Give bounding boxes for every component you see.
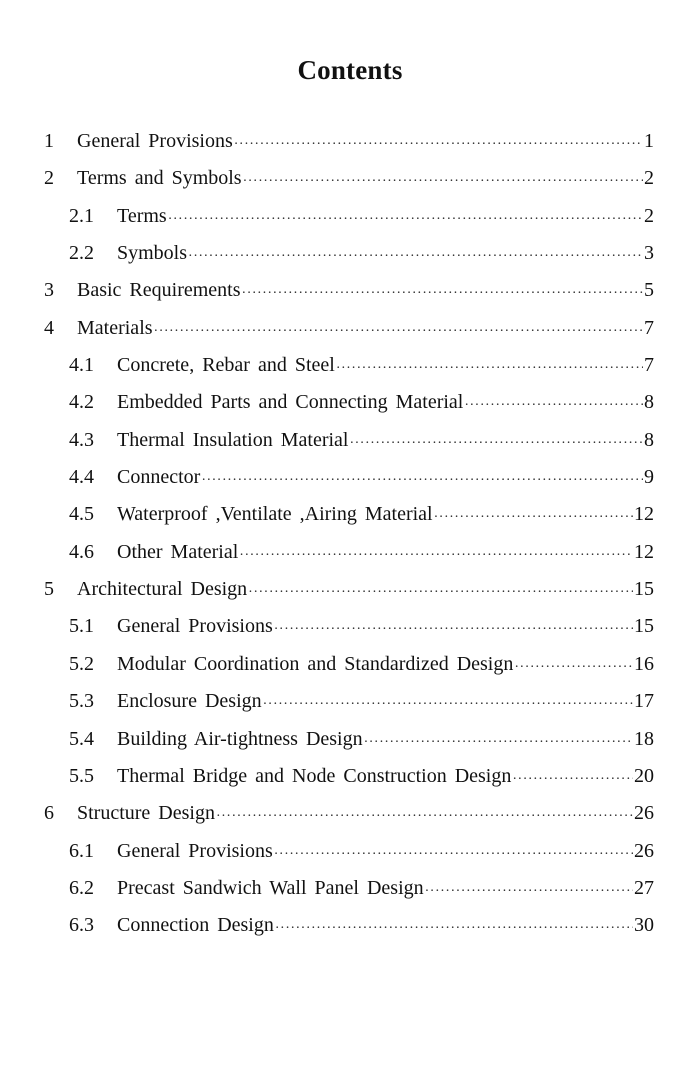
toc-entry[interactable] — [0, 869, 700, 906]
dot-leader — [434, 501, 633, 527]
dot-leader — [243, 165, 643, 191]
toc-entry-page-number: 3 — [644, 242, 654, 265]
toc-entry[interactable] — [0, 383, 700, 420]
dot-leader — [216, 800, 633, 826]
dot-leader — [234, 128, 643, 154]
toc-entry-line — [117, 240, 654, 266]
toc-entry-label: Architectural Design — [77, 578, 248, 601]
toc-entry-line — [77, 277, 654, 303]
dot-leader — [425, 875, 633, 901]
toc-entry-label: Enclosure Design — [117, 690, 262, 713]
toc-entry-page-number: 8 — [644, 391, 654, 414]
toc-entry-page-number: 9 — [644, 466, 654, 489]
toc-entry-label: Modular Coordination and Standardized Design — [117, 652, 514, 675]
toc-entry-number: 4.3 — [69, 428, 94, 451]
toc-entry-label: Terms — [117, 204, 167, 227]
toc-entry-line — [77, 165, 654, 191]
toc-entry-number: 6.3 — [69, 914, 94, 937]
toc-entry-page-number: 15 — [634, 615, 654, 638]
toc-entry-number: 5.3 — [69, 690, 94, 713]
toc-entry-line — [77, 128, 654, 154]
toc-entry[interactable] — [0, 234, 700, 271]
toc-entry-line — [77, 800, 654, 826]
toc-entry[interactable] — [0, 495, 700, 532]
toc-entry-page-number: 20 — [634, 764, 654, 787]
toc-entry-label: Connector — [117, 466, 201, 489]
toc-entry[interactable] — [0, 197, 700, 234]
toc-entry-page-number: 26 — [634, 839, 654, 862]
dot-leader — [464, 389, 643, 415]
toc-entry-label: Symbols — [117, 242, 188, 265]
toc-entry-line — [117, 352, 654, 378]
toc-entry[interactable] — [0, 682, 700, 719]
toc-entry-page-number: 17 — [634, 690, 654, 713]
dot-leader — [263, 688, 633, 714]
toc-entry-page-number: 16 — [634, 652, 654, 675]
dot-leader — [188, 240, 643, 266]
toc-entry-line — [117, 838, 654, 864]
toc-entry-number: 4.5 — [69, 503, 94, 526]
toc-entry-number: 2.1 — [69, 204, 94, 227]
dot-leader — [275, 912, 633, 938]
toc-entry-page-number: 27 — [634, 876, 654, 899]
toc-entry-page-number: 18 — [634, 727, 654, 750]
toc-entry-label: Connection Design — [117, 914, 274, 937]
dot-leader — [512, 763, 633, 789]
toc-entry-number: 4.1 — [69, 354, 94, 377]
toc-entry[interactable] — [0, 794, 700, 831]
toc-entry-line — [117, 912, 654, 938]
toc-entry-label: General Provisions — [117, 615, 273, 638]
toc-entry-number: 3 — [44, 279, 54, 302]
toc-entry-number: 5.4 — [69, 727, 94, 750]
toc-entry-number: 1 — [44, 130, 54, 152]
toc-entry-label: Concrete, Rebar and Steel — [117, 354, 335, 377]
toc-entry-line — [117, 427, 654, 453]
toc-entry-page-number: 7 — [644, 354, 654, 377]
toc-entry-line — [117, 464, 654, 490]
toc-entry-line — [117, 688, 654, 714]
toc-entry[interactable] — [0, 533, 700, 570]
toc-entry-label: Thermal Bridge and Node Construction Design — [117, 764, 512, 787]
dot-leader — [514, 651, 633, 677]
toc-entry-number: 5.2 — [69, 652, 94, 675]
toc-entry-page-number: 2 — [644, 167, 654, 190]
toc-entry-line — [117, 875, 654, 901]
dot-leader — [274, 613, 633, 639]
toc-entry-line — [117, 203, 654, 229]
toc-entry-page-number: 12 — [634, 540, 654, 563]
toc-entry-line — [117, 389, 654, 415]
toc-entry-line — [117, 763, 654, 789]
toc-entry-number: 2 — [44, 167, 54, 190]
toc-entry-page-number: 2 — [644, 204, 654, 227]
page-title: Contents — [297, 55, 403, 85]
dot-leader — [201, 464, 643, 490]
toc-entry-number: 4.6 — [69, 540, 94, 563]
toc-entry[interactable] — [0, 720, 700, 757]
toc-entry-label: General Provisions — [77, 130, 233, 152]
toc-entry[interactable] — [0, 570, 700, 607]
toc-entry-label: Basic Requirements — [77, 279, 241, 302]
table-of-contents — [0, 122, 700, 944]
toc-entry-number: 5.1 — [69, 615, 94, 638]
dot-leader — [274, 838, 633, 864]
toc-entry-number: 6.2 — [69, 876, 94, 899]
toc-entry-number: 2.2 — [69, 242, 94, 265]
toc-entry-line — [117, 651, 654, 677]
toc-entry-label: General Provisions — [117, 839, 273, 862]
toc-entry-page-number: 15 — [634, 578, 654, 601]
toc-entry[interactable] — [0, 421, 700, 458]
toc-entry-page-number: 1 — [644, 130, 654, 152]
toc-entry-page-number: 30 — [634, 914, 654, 937]
toc-entry[interactable] — [0, 607, 700, 644]
toc-entry-label: Building Air-tightness Design — [117, 727, 363, 750]
toc-entry-number: 6.1 — [69, 839, 94, 862]
toc-entry-page-number: 12 — [634, 503, 654, 526]
toc-entry-line — [117, 539, 654, 565]
toc-entry[interactable] — [0, 309, 700, 346]
toc-entry[interactable] — [0, 906, 700, 943]
toc-entry-label: Materials — [77, 316, 153, 339]
toc-entry-label: Terms and Symbols — [77, 167, 242, 190]
dot-leader — [364, 726, 633, 752]
toc-entry-number: 5.5 — [69, 764, 94, 787]
toc-entry-label: Structure Design — [77, 802, 215, 825]
toc-entry-page-number: 5 — [644, 279, 654, 302]
toc-entry-page-number: 7 — [644, 316, 654, 339]
dot-leader — [168, 203, 643, 229]
toc-entry-number: 4.2 — [69, 391, 94, 414]
toc-entry-label: Other Material — [117, 540, 239, 563]
toc-entry[interactable] — [0, 159, 700, 196]
toc-entry[interactable] — [0, 271, 700, 308]
toc-entry-page-number: 8 — [644, 428, 654, 451]
toc-entry[interactable] — [0, 757, 700, 794]
toc-entry-label: Waterproof ,Ventilate ,Airing Material — [117, 503, 433, 526]
toc-entry[interactable] — [0, 346, 700, 383]
toc-entry-number: 5 — [44, 578, 54, 601]
dot-leader — [336, 352, 643, 378]
toc-entry-label: Embedded Parts and Connecting Material — [117, 391, 464, 414]
dot-leader — [242, 277, 643, 303]
toc-entry-number: 6 — [44, 802, 54, 825]
toc-entry-line — [117, 501, 654, 527]
toc-entry-line — [77, 315, 654, 341]
toc-entry[interactable] — [0, 122, 700, 159]
toc-entry[interactable] — [0, 645, 700, 682]
toc-entry[interactable] — [0, 832, 700, 869]
dot-leader — [154, 315, 643, 341]
toc-entry-line — [117, 726, 654, 752]
toc-entry-page-number: 26 — [634, 802, 654, 825]
toc-entry-number: 4.4 — [69, 466, 94, 489]
toc-entry-line — [117, 613, 654, 639]
toc-entry-line — [77, 576, 654, 602]
toc-entry-label: Thermal Insulation Material — [117, 428, 349, 451]
dot-leader — [239, 539, 633, 565]
dot-leader — [248, 576, 633, 602]
toc-entry[interactable] — [0, 458, 700, 495]
toc-entry-number: 4 — [44, 316, 54, 339]
toc-entry-label: Precast Sandwich Wall Panel Design — [117, 876, 424, 899]
dot-leader — [349, 427, 643, 453]
